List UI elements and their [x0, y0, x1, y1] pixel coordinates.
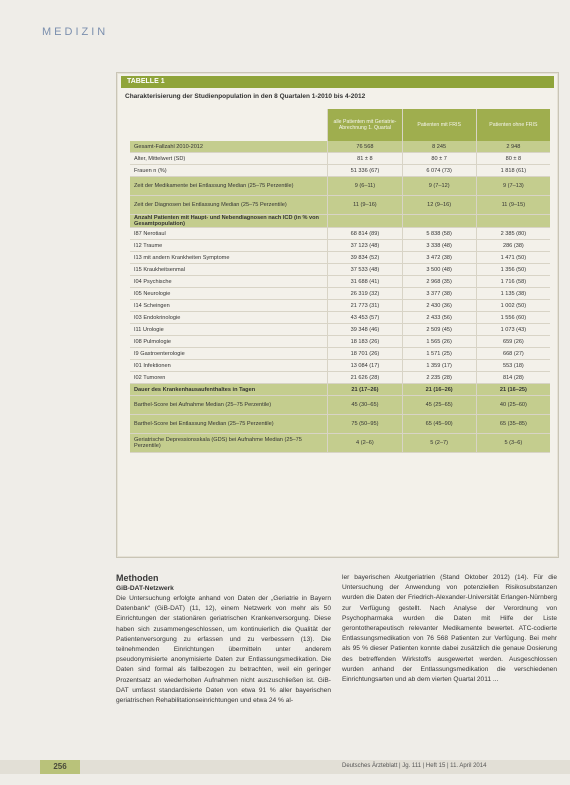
table-row [130, 228, 550, 240]
row-label: Dauer des Krankenhausaufenthaltes in Tagen [130, 384, 328, 396]
row-value: 26 319 (32) [328, 288, 402, 300]
header-cell: alle Patienten mit Geriatrie-Abrechnung 1. Quartal [328, 109, 402, 141]
row-label: I05 Neurologie [130, 288, 328, 300]
row-value: 39 348 (46) [328, 324, 402, 336]
row-label: I08 Pulmologie [130, 336, 328, 348]
row-value: 9 (6–11) [328, 177, 402, 196]
row-value: 13 084 (17) [328, 360, 402, 372]
article-column-left [116, 573, 331, 706]
row-value: 80 ± 8 [476, 153, 550, 165]
row-value: 2 948 [476, 141, 550, 153]
table-row [130, 372, 550, 384]
row-label: Barthel-Score bei Aufnahme Median (25–75 Perzentile) [130, 396, 328, 415]
row-value: 39 834 (52) [328, 252, 402, 264]
table-row [130, 252, 550, 264]
characteristics-table [130, 109, 550, 453]
row-value [402, 215, 476, 228]
table-row [130, 240, 550, 252]
row-value: 68 814 (89) [328, 228, 402, 240]
row-label: Barthel-Score bei Entlassung Median (25–75 Perzentile) [130, 415, 328, 434]
row-label: Anzahl Patienten mit Haupt- und Nebendiagnosen nach ICD (in % von Gesamtpopulation) [130, 215, 328, 228]
row-label: Alter, Mittelwert (SD) [130, 153, 328, 165]
journal-citation: Deutsches Ärzteblatt | Jg. 111 | Heft 15 | 11. April 2014 [342, 763, 487, 769]
row-value: 40 (25–60) [476, 396, 550, 415]
table-row [130, 360, 550, 372]
row-value [328, 215, 402, 228]
row-value: 1 716 (58) [476, 276, 550, 288]
row-value: 1 565 (26) [402, 336, 476, 348]
row-value: 12 (9–16) [402, 196, 476, 215]
table-row [130, 312, 550, 324]
row-value: 2 430 (36) [402, 300, 476, 312]
row-value: 9 (7–13) [476, 177, 550, 196]
table-row [130, 415, 550, 434]
row-value: 31 688 (41) [328, 276, 402, 288]
row-label: I01 Infektionen [130, 360, 328, 372]
table-row [130, 336, 550, 348]
row-value: 1 471 (50) [476, 252, 550, 264]
row-value: 11 (9–15) [476, 196, 550, 215]
row-label: Zeit der Medikamente bei Entlassung Median (25–75 Perzentile) [130, 177, 328, 196]
row-value: 2 509 (45) [402, 324, 476, 336]
section-tag: MEDIZIN [42, 26, 109, 38]
row-value: 81 ± 8 [328, 153, 402, 165]
row-label: Frauen n (%) [130, 165, 328, 177]
table-header-row [130, 109, 550, 141]
table-title: Charakterisierung der Studienpopulation in den 8 Quartalen 1-2010 bis 4-2012 [125, 93, 366, 100]
row-label: I14 Scheingen [130, 300, 328, 312]
row-value: 21 (17–26) [328, 384, 402, 396]
row-value: 45 (25–65) [402, 396, 476, 415]
row-value: 5 (3–6) [476, 434, 550, 453]
row-value: 65 (45–90) [402, 415, 476, 434]
row-value: 21 (16–25) [476, 384, 550, 396]
table-row [130, 141, 550, 153]
row-value: 76 568 [328, 141, 402, 153]
table-row [130, 348, 550, 360]
header-empty-cell [130, 109, 328, 141]
row-value: 1 571 (25) [402, 348, 476, 360]
table-row [130, 396, 550, 415]
row-value: 37 533 (48) [328, 264, 402, 276]
row-value: 1 073 (43) [476, 324, 550, 336]
row-label: I02 Tumoren [130, 372, 328, 384]
row-value: 65 (35–85) [476, 415, 550, 434]
row-label: I12 Traume [130, 240, 328, 252]
row-label: I11 Urologie [130, 324, 328, 336]
row-label: I87 Nerotiaul [130, 228, 328, 240]
row-value: 814 (28) [476, 372, 550, 384]
body-text: Die Untersuchung erfolgte anhand von Daten der „Geriatrie in Bayern Datenbank“ (GiB-DAT) (11, 12), einem Netzwerk von mehr als 50 Einrichtungen der stationären geriatrischen Krankenversorgung. Diese haben sich zusammengeschlossen, um kontinuierlich die Qualität der Patientenversorgung zu erfassen und zu verbessern (13). Die teilnehmenden Einrichtungen übermitteln unter anderem pseudonymisierte anonymisierte Daten zur Entlassungsmedikation. Die Daten sind formal als fallbezogen zu betrachten, weil ein geringer Prozentsatz an wiederholten Aufnahmen nicht auszuschließen ist. GiB-DAT umfasst standardisierte Daten von etwa 91 % aller bayerischen geriatrischen Rehabilitationseinrichtungen und etwa 24 % al- [116, 595, 331, 705]
row-value: 286 (38) [476, 240, 550, 252]
row-value: 659 (26) [476, 336, 550, 348]
page-number: 256 [40, 760, 80, 774]
table-row [130, 196, 550, 215]
table-row [130, 324, 550, 336]
row-value: 37 123 (48) [328, 240, 402, 252]
header-cell: Patienten mit FRIS [402, 109, 476, 141]
row-value: 4 (2–6) [328, 434, 402, 453]
row-label: Geriatrische Depressionsskala (GDS) bei Aufnahme Median (25–75 Perzentile) [130, 434, 328, 453]
section-subheading: GiB-DAT-Netzwerk [116, 585, 174, 592]
row-value: 1 359 (17) [402, 360, 476, 372]
row-label: Gesamt-Fallzahl 2010-2012 [130, 141, 328, 153]
table-card [116, 72, 559, 558]
table-row [130, 276, 550, 288]
row-value [476, 215, 550, 228]
section-heading: Methoden [116, 573, 159, 583]
row-value: 3 338 (48) [402, 240, 476, 252]
row-value: 3 472 (38) [402, 252, 476, 264]
row-value: 75 (50–95) [328, 415, 402, 434]
row-value: 21 626 (28) [328, 372, 402, 384]
row-value: 9 (7–12) [402, 177, 476, 196]
row-label: I9 Gastroenterologie [130, 348, 328, 360]
row-value: 5 (2–7) [402, 434, 476, 453]
table-row [130, 153, 550, 165]
table-row [130, 215, 550, 228]
table-row [130, 165, 550, 177]
row-value: 1 818 (61) [476, 165, 550, 177]
row-value: 2 235 (28) [402, 372, 476, 384]
table-row [130, 264, 550, 276]
table-row [130, 384, 550, 396]
row-value: 1 356 (50) [476, 264, 550, 276]
row-value: 1 002 (50) [476, 300, 550, 312]
row-value: 1 556 (60) [476, 312, 550, 324]
row-label: I15 Kraukheitsenmal [130, 264, 328, 276]
row-label: I13 mit andern Krankheiten Symptome [130, 252, 328, 264]
row-value: 5 838 (58) [402, 228, 476, 240]
row-value: 43 453 (57) [328, 312, 402, 324]
row-value: 21 (16–26) [402, 384, 476, 396]
row-value: 2 968 (35) [402, 276, 476, 288]
row-label: I04 Psychische [130, 276, 328, 288]
header-cell: Patienten ohne FRIS [476, 109, 550, 141]
row-value: 18 701 (26) [328, 348, 402, 360]
row-label: Zeit der Diagnosen bei Entlassung Median (25–75 Perzentile) [130, 196, 328, 215]
row-value: 45 (30–65) [328, 396, 402, 415]
row-value: 2 433 (56) [402, 312, 476, 324]
row-label: I03 Endokrinologie [130, 312, 328, 324]
row-value: 668 (27) [476, 348, 550, 360]
row-value: 21 773 (31) [328, 300, 402, 312]
row-value: 3 377 (38) [402, 288, 476, 300]
table-row [130, 288, 550, 300]
row-value: 3 500 (48) [402, 264, 476, 276]
table-row [130, 300, 550, 312]
row-value: 80 ± 7 [402, 153, 476, 165]
article-column-right [342, 573, 557, 685]
body-text: ler bayerischen Akutgeriatrien (Stand Oktober 2012) (14). Für die Untersuchung der Anwendung von potenziellen Risikosubstanzen wurden die Daten der Friedrich-Alexander-Universität Erlangen-Nürnberg zur Verfügung gestellt. Nach Analyse der Verordnung von Psychopharmaka wurden die Daten mit Hilfe der Liste gerontotherapeutisch relevanter Medikamente bewertet. ATC-codierte Entlassungsmedikation von 76 568 Patienten zur Verfügung. Bei mehr als 95 % dieser Patienten konnte dabei zusätzlich die genaue Dosierung des betreffenden Wirkstoffs ausgewertet werden. Ausgeschlossen wurden anhand der Entlassungsmedikation die verschiedenen Einrichtungsarten und ab dem vierten Quartal 2011 ... [342, 574, 557, 684]
row-value: 51 336 (67) [328, 165, 402, 177]
table-tag: TABELLE 1 [121, 76, 554, 88]
table-row [130, 434, 550, 453]
row-value: 6 074 (73) [402, 165, 476, 177]
row-value: 8 245 [402, 141, 476, 153]
row-value: 11 (9–16) [328, 196, 402, 215]
row-value: 553 (18) [476, 360, 550, 372]
row-value: 2 385 (80) [476, 228, 550, 240]
table-row [130, 177, 550, 196]
row-value: 1 135 (38) [476, 288, 550, 300]
row-value: 18 183 (26) [328, 336, 402, 348]
